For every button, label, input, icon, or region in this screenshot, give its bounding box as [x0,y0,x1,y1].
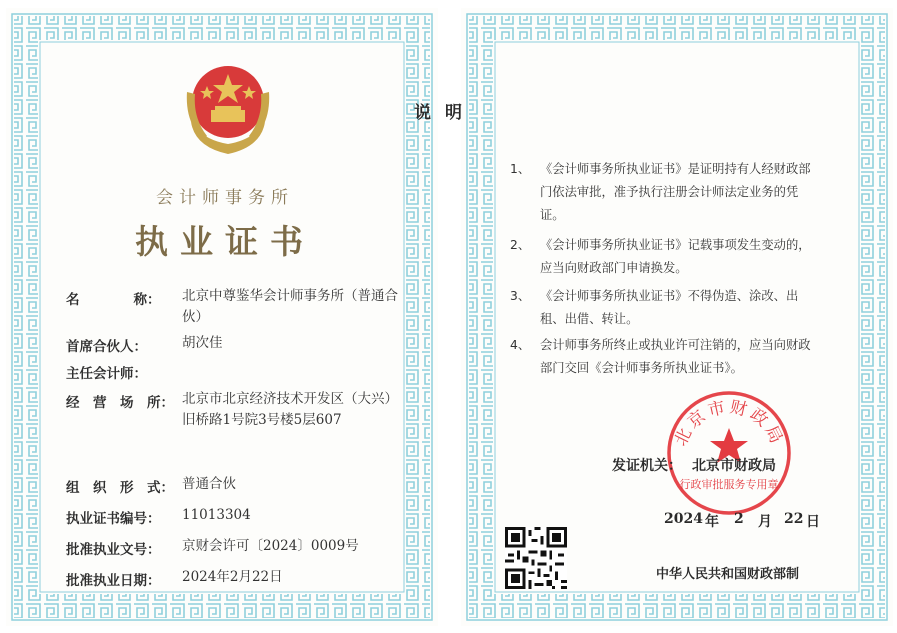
label-org-form: 组 织 形 式： [66,480,174,496]
issuer-value: 北京市财政局 [692,458,776,474]
label-cert-number: 执业证书编号： [66,511,161,527]
note-1-number: 1、 [510,162,531,176]
note-2-text: 《会计师事务所执业证书》记载事项发生变动的，应当向财政部门申请换发。 [540,238,811,275]
date-day-unit: 日 [806,514,820,530]
date-year: 2024 [664,511,703,527]
date-year-unit: 年 [705,514,719,530]
value-chief-partner: 胡次佳 [182,335,223,351]
certificate-subtitle: 会计师事务所 [156,188,294,208]
value-org-form: 普通合伙 [182,476,236,492]
note-3-text: 《会计师事务所执业证书》不得伪造、涂改、出租、出借、转让。 [540,289,799,326]
note-4 [510,334,820,380]
note-1-text: 《会计师事务所执业证书》是证明持有人经财政部门依法审批，准予执行注册会计师法定业务的凭证。 [540,162,811,222]
date-month-unit: 月 [758,514,772,530]
note-3 [510,285,820,331]
certificate-title: 执业证书 [135,222,315,261]
value-name: 北京中尊鉴华会计师事务所（普通合伙） [182,288,398,325]
note-3-number: 3、 [510,289,531,303]
label-chief-partner: 首席合伙人： [66,339,147,355]
label-approval-date: 批准执业日期： [66,573,161,589]
label-name: 名 称： [66,292,161,308]
note-4-text: 会计师事务所终止或执业许可注销的，应当向财政部门交回《会计师事务所执业证书》。 [540,338,811,375]
qr-code-icon [505,527,567,589]
note-2-number: 2、 [510,238,531,252]
instructions-title: 说明 [414,103,476,123]
issuer-label: 发证机关： [612,458,682,474]
value-cert-number: 11013304 [182,507,251,523]
date-month: 2 [734,511,744,527]
seal-top-text: 北京市财政局 [670,397,788,450]
label-approval-doc: 批准执业文号： [66,542,161,558]
seal-bottom-text: 行政审批服务专用章 [679,478,779,491]
official-seal [664,388,794,518]
note-4-number: 4、 [510,338,531,352]
note-1 [510,158,820,227]
note-2 [510,234,820,280]
label-business-address: 经 营 场 所： [66,395,174,411]
value-approval-date: 2024年2月22日 [182,569,283,585]
value-business-address: 北京市北京经济技术开发区（大兴）旧桥路1号院3号楼5层607 [182,391,398,428]
date-day: 22 [784,511,804,527]
value-approval-doc: 京财会许可〔2024〕0009号 [182,538,359,554]
label-director: 主任会计师： [66,366,147,382]
ministry-imprint: 中华人民共和国财政部制 [656,567,800,582]
